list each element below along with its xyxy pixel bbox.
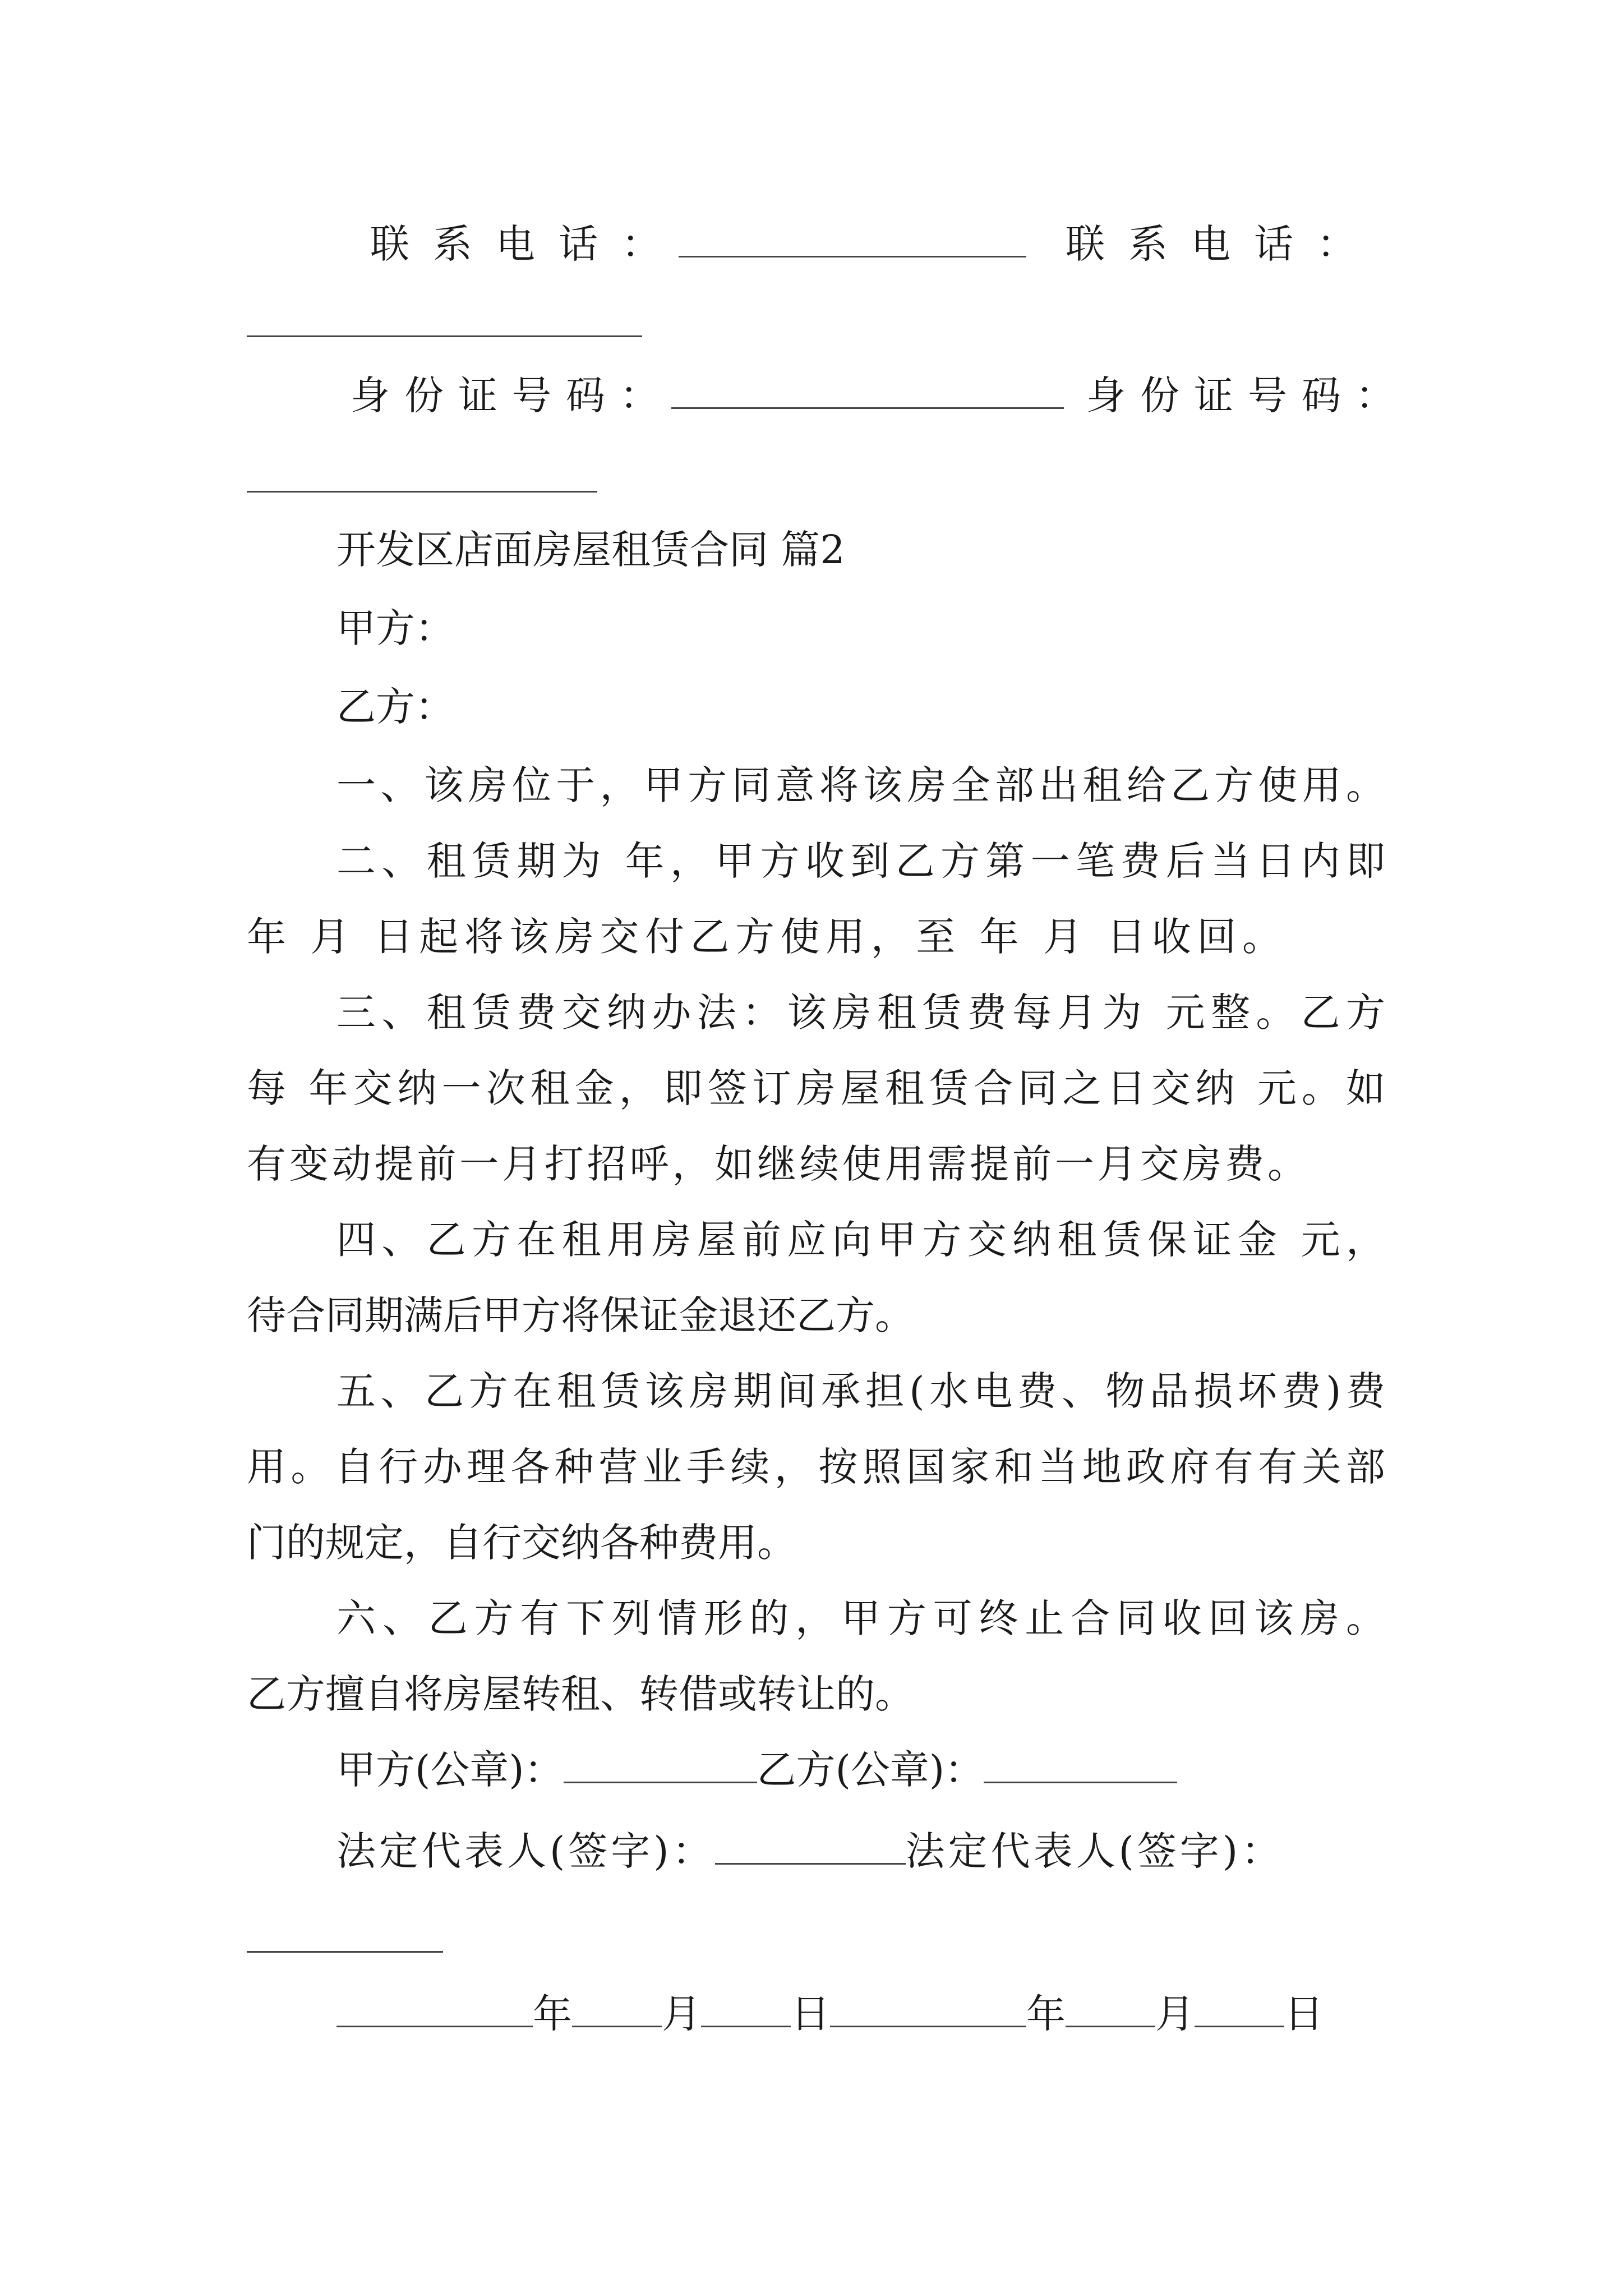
seal-row bbox=[336, 1736, 1385, 1803]
date-a-day-blank bbox=[701, 1986, 791, 2027]
clause-3-line-1: 三、租赁费交纳办法：该房租赁费每月为 元整。乙方 bbox=[336, 990, 1385, 1036]
id-number-label-b: 身份证号码： bbox=[1086, 372, 1409, 418]
party-a-rep-label: 法定代表人(签字)： bbox=[336, 1828, 715, 1874]
contact-phone-blank-b bbox=[247, 335, 642, 337]
clause-2-line-2: 年 月 日起将该房交付乙方使用，至 年 月 日收回。 bbox=[247, 914, 1281, 960]
date-a-year-label: 年 bbox=[533, 1991, 572, 2037]
date-b-month-blank bbox=[1066, 1986, 1155, 2027]
party-a-seal-blank bbox=[564, 1742, 757, 1783]
clause-5-line-3: 门的规定，自行交纳各种费用。 bbox=[247, 1520, 796, 1566]
clause-4-line-1: 四、乙方在租用房屋前应向甲方交纳租赁保证金 元， bbox=[336, 1217, 1385, 1263]
contact-phone-label-b: 联系电话： bbox=[1066, 221, 1380, 267]
clause-6-line-1: 六、乙方有下列情形的，甲方可终止合同收回该房。 bbox=[336, 1595, 1385, 1641]
id-number-blank-b bbox=[247, 491, 597, 493]
date-row bbox=[336, 1980, 1385, 2047]
date-a-month-blank bbox=[572, 1986, 662, 2027]
party-b-seal-blank bbox=[984, 1742, 1177, 1783]
date-b-year-label: 年 bbox=[1026, 1991, 1066, 2037]
party-b-rep-blank bbox=[247, 1951, 443, 1953]
contract-title: 开发区店面房屋租赁合同 篇2 bbox=[336, 527, 845, 573]
date-b-year-blank bbox=[830, 1986, 1026, 2027]
party-a-seal-label: 甲方(公章)： bbox=[336, 1747, 564, 1793]
date-b-month-label: 月 bbox=[1155, 1991, 1195, 2037]
date-b-day-label: 日 bbox=[1284, 1991, 1324, 2037]
clause-3-line-2: 每 年交纳一次租金，即签订房屋租赁合同之日交纳 元。如 bbox=[247, 1065, 1385, 1111]
party-b-seal-label: 乙方(公章)： bbox=[757, 1747, 984, 1793]
representative-row bbox=[336, 1818, 1385, 1885]
id-number-blank-a bbox=[671, 368, 1064, 409]
clause-5-line-2: 用。自行办理各种营业手续，按照国家和当地政府有有关部 bbox=[247, 1444, 1385, 1490]
date-a-year-blank bbox=[336, 1986, 533, 2027]
clause-2-line-1: 二、租赁期为 年，甲方收到乙方第一笔费后当日内即 bbox=[336, 838, 1385, 884]
contact-phone-blank-a bbox=[679, 217, 1026, 257]
contact-phone-label-a: 联系电话： bbox=[370, 221, 684, 267]
clause-3-line-3: 有变动提前一月打招呼，如继续使用需提前一月交房费。 bbox=[247, 1141, 1307, 1187]
party-a-rep-blank bbox=[715, 1824, 906, 1865]
contact-phone-row bbox=[370, 210, 1385, 278]
clause-4-line-2: 待合同期满后甲方将保证金退还乙方。 bbox=[247, 1292, 914, 1338]
party-b-label: 乙方： bbox=[336, 684, 454, 730]
date-a-month-label: 月 bbox=[662, 1991, 701, 2037]
clause-6-line-2: 乙方擅自将房屋转租、转借或转让的。 bbox=[247, 1671, 914, 1717]
date-b-day-blank bbox=[1195, 1986, 1284, 2027]
id-number-label-a: 身份证号码： bbox=[351, 372, 674, 418]
party-b-rep-label: 法定代表人(签字)： bbox=[905, 1828, 1284, 1874]
id-number-row bbox=[351, 362, 1409, 429]
party-a-label: 甲方： bbox=[336, 605, 454, 651]
clause-1-line-1: 一、该房位于，甲方同意将该房全部出租给乙方使用。 bbox=[336, 762, 1385, 808]
date-a-day-label: 日 bbox=[791, 1991, 830, 2037]
clause-5-line-1: 五、乙方在租赁该房期间承担(水电费、物品损坏费)费 bbox=[336, 1368, 1385, 1414]
